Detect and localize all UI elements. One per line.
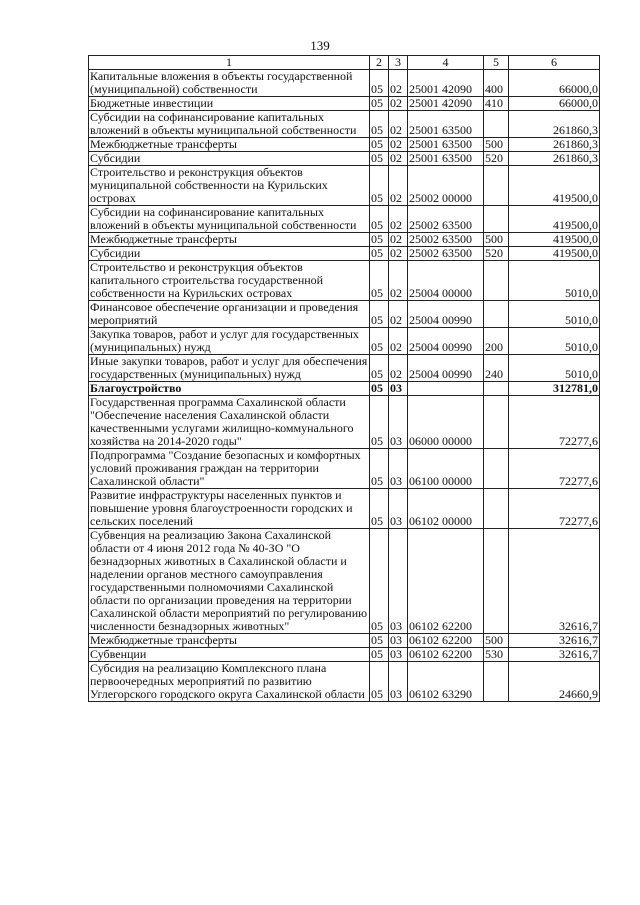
row-section-cell: 05 (370, 529, 389, 634)
row-amount-cell: 66000,0 (509, 97, 600, 111)
row-section-cell: 05 (370, 166, 389, 206)
row-amount-cell: 5010,0 (509, 355, 600, 382)
row-amount-cell: 419500,0 (509, 247, 600, 261)
row-section-cell: 05 (370, 355, 389, 382)
table-row (89, 489, 600, 529)
row-subsection-cell: 02 (389, 166, 408, 206)
row-name-cell: Субсидии на софинансирование капитальных вложений в объекты муниципальной собственности (89, 111, 370, 138)
row-expense-type-cell: 400 (484, 70, 509, 97)
row-amount-cell: 72277,6 (509, 449, 600, 489)
row-expense-type-cell: 410 (484, 97, 509, 111)
row-section-cell: 05 (370, 648, 389, 662)
table-row (89, 111, 600, 138)
row-target-article-cell: 25004 00990 (408, 355, 484, 382)
table-row (89, 355, 600, 382)
row-expense-type-cell (484, 166, 509, 206)
row-target-article-cell: 25002 63500 (408, 247, 484, 261)
row-expense-type-cell (484, 261, 509, 301)
row-section-cell: 05 (370, 382, 389, 396)
row-amount-cell: 66000,0 (509, 70, 600, 97)
row-subsection-cell: 02 (389, 97, 408, 111)
row-expense-type-cell (484, 529, 509, 634)
row-expense-type-cell (484, 301, 509, 328)
row-target-article-cell: 06102 00000 (408, 489, 484, 529)
row-expense-type-cell: 500 (484, 138, 509, 152)
row-expense-type-cell: 240 (484, 355, 509, 382)
row-expense-type-cell: 520 (484, 152, 509, 166)
row-subsection-cell: 03 (389, 382, 408, 396)
row-target-article-cell: 25001 42090 (408, 97, 484, 111)
row-section-cell: 05 (370, 396, 389, 449)
row-subsection-cell: 03 (389, 489, 408, 529)
header-col-2: 2 (370, 56, 389, 70)
table-row (89, 634, 600, 648)
row-target-article-cell: 06000 00000 (408, 396, 484, 449)
table-row (89, 70, 600, 97)
row-expense-type-cell: 520 (484, 247, 509, 261)
row-expense-type-cell (484, 489, 509, 529)
row-target-article-cell: 25001 63500 (408, 138, 484, 152)
row-subsection-cell: 03 (389, 396, 408, 449)
row-target-article-cell: 25004 00990 (408, 328, 484, 355)
row-amount-cell: 5010,0 (509, 328, 600, 355)
table-body (89, 70, 600, 702)
row-section-cell: 05 (370, 206, 389, 233)
row-amount-cell: 261860,3 (509, 111, 600, 138)
row-name-cell: Иные закупки товаров, работ и услуг для обеспечения государственных (муниципальных) нужд (89, 355, 370, 382)
row-amount-cell: 419500,0 (509, 206, 600, 233)
row-section-cell: 05 (370, 328, 389, 355)
row-subsection-cell: 03 (389, 449, 408, 489)
row-expense-type-cell: 200 (484, 328, 509, 355)
row-subsection-cell: 03 (389, 662, 408, 702)
row-section-cell: 05 (370, 233, 389, 247)
row-target-article-cell: 06102 62200 (408, 529, 484, 634)
row-name-cell: Межбюджетные трансферты (89, 233, 370, 247)
row-subsection-cell: 02 (389, 206, 408, 233)
row-expense-type-cell (484, 449, 509, 489)
row-section-cell: 05 (370, 70, 389, 97)
row-name-cell: Субвенции (89, 648, 370, 662)
row-subsection-cell: 02 (389, 233, 408, 247)
table-row (89, 247, 600, 261)
row-expense-type-cell (484, 206, 509, 233)
row-amount-cell: 72277,6 (509, 489, 600, 529)
table-row (89, 648, 600, 662)
row-amount-cell: 261860,3 (509, 152, 600, 166)
table-row (89, 529, 600, 634)
row-amount-cell: 261860,3 (509, 138, 600, 152)
budget-table (88, 55, 600, 702)
row-section-cell: 05 (370, 152, 389, 166)
table-row (89, 301, 600, 328)
row-subsection-cell: 02 (389, 301, 408, 328)
row-subsection-cell: 02 (389, 111, 408, 138)
row-expense-type-cell (484, 662, 509, 702)
table-row (89, 328, 600, 355)
row-name-cell: Субсидия на реализацию Комплексного плана первоочередных мероприятий по развитию Углегорского городского округа Сахалинской области (89, 662, 370, 702)
row-section-cell: 05 (370, 247, 389, 261)
header-col-6: 6 (509, 56, 600, 70)
row-name-cell: Межбюджетные трансферты (89, 138, 370, 152)
header-col-5: 5 (484, 56, 509, 70)
row-name-cell: Развитие инфраструктуры населенных пунктов и повышение уровня благоустроенности городских и сельских поселений (89, 489, 370, 529)
table-row (89, 449, 600, 489)
row-expense-type-cell: 500 (484, 634, 509, 648)
row-subsection-cell: 03 (389, 648, 408, 662)
row-name-cell: Капитальные вложения в объекты государственной (муниципальной) собственности (89, 70, 370, 97)
table-row (89, 261, 600, 301)
row-amount-cell: 32616,7 (509, 648, 600, 662)
row-subsection-cell: 03 (389, 634, 408, 648)
row-subsection-cell: 02 (389, 70, 408, 97)
page-number: 139 (310, 38, 330, 53)
row-name-cell: Благоустройство (89, 382, 370, 396)
row-expense-type-cell: 530 (484, 648, 509, 662)
row-target-article-cell: 06100 00000 (408, 449, 484, 489)
row-amount-cell: 5010,0 (509, 301, 600, 328)
table-row (89, 206, 600, 233)
table-row (89, 233, 600, 247)
row-section-cell: 05 (370, 111, 389, 138)
row-section-cell: 05 (370, 261, 389, 301)
table-row (89, 97, 600, 111)
row-expense-type-cell: 500 (484, 233, 509, 247)
row-section-cell: 05 (370, 97, 389, 111)
row-expense-type-cell (484, 396, 509, 449)
row-name-cell: Субсидии на софинансирование капитальных вложений в объекты муниципальной собственности (89, 206, 370, 233)
row-section-cell: 05 (370, 301, 389, 328)
table-row (89, 662, 600, 702)
row-target-article-cell: 25002 63500 (408, 233, 484, 247)
row-target-article-cell: 25001 42090 (408, 70, 484, 97)
header-col-4: 4 (408, 56, 484, 70)
row-name-cell: Строительство и реконструкция объектов муниципальной собственности на Курильских островах (89, 166, 370, 206)
row-amount-cell: 312781,0 (509, 382, 600, 396)
row-name-cell: Финансовое обеспечение организации и проведения мероприятий (89, 301, 370, 328)
row-name-cell: Субсидии (89, 247, 370, 261)
row-amount-cell: 5010,0 (509, 261, 600, 301)
row-target-article-cell: 06102 62200 (408, 634, 484, 648)
row-target-article-cell: 06102 63290 (408, 662, 484, 702)
row-target-article-cell: 06102 62200 (408, 648, 484, 662)
table-row (89, 166, 600, 206)
row-amount-cell: 32616,7 (509, 634, 600, 648)
row-expense-type-cell (484, 111, 509, 138)
row-amount-cell: 419500,0 (509, 166, 600, 206)
row-subsection-cell: 02 (389, 138, 408, 152)
row-name-cell: Подпрограмма "Создание безопасных и комфортных условий проживания граждан на территории Сахалинской области" (89, 449, 370, 489)
row-name-cell: Субсидии (89, 152, 370, 166)
row-target-article-cell: 25002 00000 (408, 166, 484, 206)
header-col-1: 1 (89, 56, 370, 70)
row-section-cell: 05 (370, 662, 389, 702)
row-subsection-cell: 02 (389, 261, 408, 301)
row-name-cell: Межбюджетные трансферты (89, 634, 370, 648)
header-col-3: 3 (389, 56, 408, 70)
row-name-cell: Государственная программа Сахалинской области "Обеспечение населения Сахалинской области качественными услугами жилищно-коммунального хозяйства на 2014-2020 годы" (89, 396, 370, 449)
row-name-cell: Строительство и реконструкция объектов капитального строительства государственной собственности на Курильских островах (89, 261, 370, 301)
table-header-row (89, 56, 600, 70)
row-subsection-cell: 02 (389, 247, 408, 261)
row-section-cell: 05 (370, 449, 389, 489)
row-subsection-cell: 02 (389, 355, 408, 382)
row-target-article-cell: 25001 63500 (408, 152, 484, 166)
row-amount-cell: 419500,0 (509, 233, 600, 247)
row-amount-cell: 72277,6 (509, 396, 600, 449)
table-row (89, 396, 600, 449)
row-subsection-cell: 03 (389, 529, 408, 634)
row-target-article-cell (408, 382, 484, 396)
row-target-article-cell: 25002 63500 (408, 206, 484, 233)
row-section-cell: 05 (370, 634, 389, 648)
row-name-cell: Закупка товаров, работ и услуг для государственных (муниципальных) нужд (89, 328, 370, 355)
row-expense-type-cell (484, 382, 509, 396)
row-subsection-cell: 02 (389, 328, 408, 355)
table-row (89, 382, 600, 396)
row-section-cell: 05 (370, 489, 389, 529)
table-row (89, 152, 600, 166)
row-target-article-cell: 25004 00990 (408, 301, 484, 328)
row-target-article-cell: 25004 00000 (408, 261, 484, 301)
row-amount-cell: 32616,7 (509, 529, 600, 634)
row-amount-cell: 24660,9 (509, 662, 600, 702)
table-row (89, 138, 600, 152)
row-name-cell: Бюджетные инвестиции (89, 97, 370, 111)
row-section-cell: 05 (370, 138, 389, 152)
row-subsection-cell: 02 (389, 152, 408, 166)
row-name-cell: Субвенция на реализацию Закона Сахалинской области от 4 июня 2012 года № 40-ЗО "О безнадзорных животных в Сахалинской области и наделении органов местного самоуправления государственными полномочиями Сахалинской области по организации проведения на территории Сахалинской области мероприятий по регулированию численности безнадзорных животных" (89, 529, 370, 634)
row-target-article-cell: 25001 63500 (408, 111, 484, 138)
